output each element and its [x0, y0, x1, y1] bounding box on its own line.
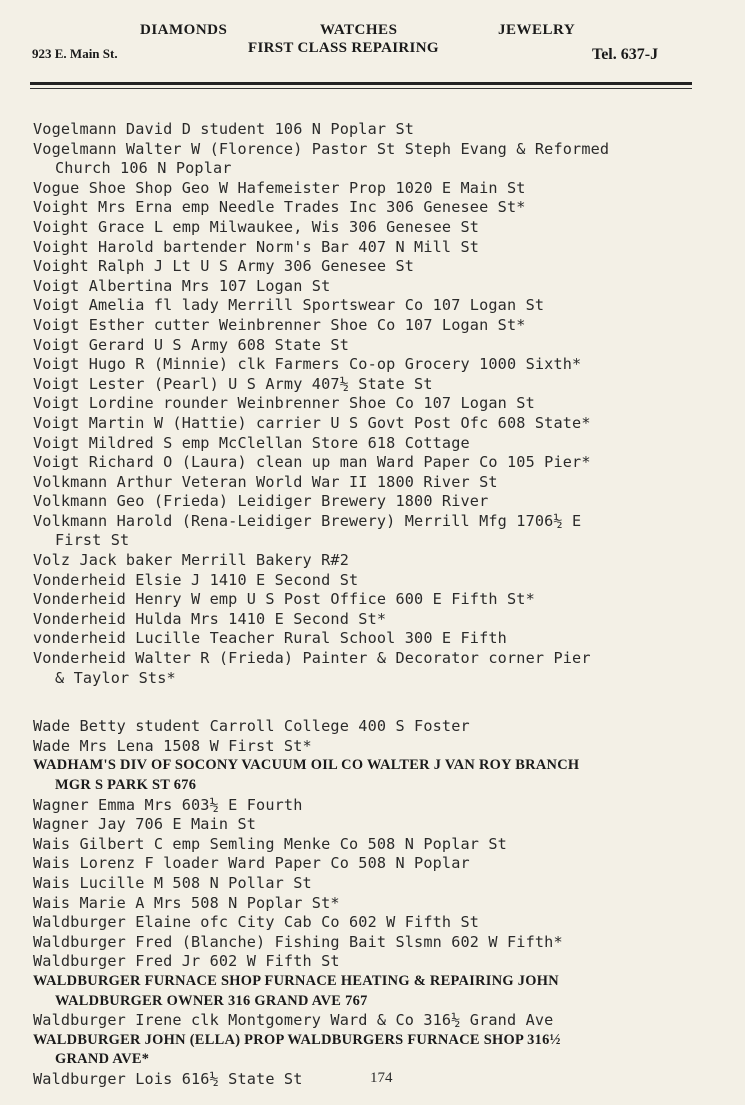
entry-text: Voigt Richard O (Laura) clean up man Ward Paper Co 105 Pier*	[33, 453, 591, 472]
entry-text: Vonderheid Walter R (Frieda) Painter & Decorator corner Pier	[33, 649, 591, 668]
directory-entry	[33, 198, 723, 218]
directory-entry	[33, 218, 723, 238]
directory-entry	[33, 874, 723, 894]
entry-text: Volz Jack baker Merrill Bakery R#2	[33, 551, 349, 570]
directory-entry	[33, 649, 723, 688]
directory-entry	[33, 894, 723, 914]
entry-text: Wais Lorenz F loader Ward Paper Co 508 N Poplar	[33, 854, 470, 873]
entry-text: Waldburger Irene clk Montgomery Ward & Co 316½ Grand Ave	[33, 1011, 554, 1030]
directory-entry	[33, 972, 723, 1011]
entry-text: WALDBURGER FURNACE SHOP FURNACE HEATING & REPAIRING JOHN	[33, 972, 559, 989]
directory-entry	[33, 1031, 723, 1070]
entry-text: Voight Ralph J Lt U S Army 306 Genesee St	[33, 257, 415, 276]
entry-text: Wais Lucille M 508 N Pollar St	[33, 873, 312, 892]
section-gap	[33, 688, 723, 717]
entry-continuation: & Taylor Sts*	[55, 668, 176, 687]
header-diamonds: DIAMONDS	[140, 22, 228, 38]
entry-text: Wade Betty student Carroll College 400 S Foster	[33, 717, 470, 736]
entry-text: Voigt Esther cutter Weinbrenner Shoe Co 107 Logan St*	[33, 315, 526, 334]
entry-text: Vogelmann David D student 106 N Poplar St	[33, 120, 415, 138]
header-watches: WATCHES	[320, 22, 398, 38]
directory-entry	[33, 414, 723, 434]
directory-entry	[33, 756, 723, 795]
directory-entry	[33, 815, 723, 835]
header-rule-thin	[30, 88, 692, 89]
entry-text: Volkmann Geo (Frieda) Leidiger Brewery 1800 River	[33, 492, 489, 511]
entry-text: Voigt Gerard U S Army 608 State St	[33, 335, 349, 354]
entry-text: Voigt Mildred S emp McClellan Store 618 Cottage	[33, 433, 470, 452]
directory-entry	[33, 238, 723, 258]
page-number: 174	[370, 1070, 393, 1086]
entry-text: Vonderheid Elsie J 1410 E Second St	[33, 570, 359, 589]
entry-text: Voigt Hugo R (Minnie) clk Farmers Co-op Grocery 1000 Sixth*	[33, 355, 582, 374]
directory-entry	[33, 796, 723, 816]
entry-text: Voigt Albertina Mrs 107 Logan St	[33, 276, 331, 295]
directory-entry	[33, 179, 723, 199]
directory-entry	[33, 492, 723, 512]
entry-continuation: First St	[55, 531, 130, 550]
entry-text: Voight Grace L emp Milwaukee, Wis 306 Genesee St	[33, 217, 480, 236]
entry-continuation: GRAND AVE*	[55, 1051, 150, 1068]
directory-entry	[33, 434, 723, 454]
directory-entry	[33, 629, 723, 649]
directory-entry	[33, 590, 723, 610]
entry-text: Wais Marie A Mrs 508 N Poplar St*	[33, 893, 340, 912]
entry-text: Volkmann Harold (Rena-Leidiger Brewery) Merrill Mfg 1706½ E	[33, 511, 582, 530]
entry-text: Wade Mrs Lena 1508 W First St*	[33, 736, 312, 755]
entry-text: Vonderheid Hulda Mrs 1410 E Second St*	[33, 609, 387, 628]
entry-text: Voigt Martin W (Hattie) carrier U S Govt Post Ofc 608 State*	[33, 413, 591, 432]
directory-entry	[33, 257, 723, 277]
entry-text: Waldburger Lois 616½ State St	[33, 1069, 303, 1088]
directory-entry	[33, 336, 723, 356]
directory-entry	[33, 453, 723, 473]
directory-entry	[33, 571, 723, 591]
header-telephone: Tel. 637-J	[592, 46, 659, 63]
directory-entry	[33, 913, 723, 933]
directory-entry	[33, 717, 723, 737]
entry-continuation: Church 106 N Poplar	[55, 159, 232, 178]
directory-entry	[33, 512, 723, 551]
header-jewelry: JEWELRY	[498, 22, 576, 38]
entry-text: Vogue Shoe Shop Geo W Hafemeister Prop 1020 E Main St	[33, 178, 526, 197]
directory-entry	[33, 140, 723, 179]
directory-entry	[33, 952, 723, 972]
entry-text: Voigt Amelia fl lady Merrill Sportswear Co 107 Logan St	[33, 296, 545, 315]
entry-text: WADHAM'S DIV OF SOCONY VACUUM OIL CO WALTER J VAN ROY BRANCH	[33, 757, 580, 774]
entry-text: vonderheid Lucille Teacher Rural School 300 E Fifth	[33, 629, 507, 648]
entry-text: Voight Mrs Erna emp Needle Trades Inc 306 Genesee St*	[33, 198, 526, 217]
directory-entry	[33, 394, 723, 414]
directory-entry	[33, 551, 723, 571]
header-address: 923 E. Main St.	[32, 46, 118, 61]
directory-entry	[33, 854, 723, 874]
entry-text: Wais Gilbert C emp Semling Menke Co 508 N Poplar St	[33, 834, 507, 853]
directory-entry	[33, 737, 723, 757]
entry-text: Waldburger Fred (Blanche) Fishing Bait Slsmn 602 W Fifth*	[33, 932, 563, 951]
directory-entry	[33, 316, 723, 336]
entry-text: Vonderheid Henry W emp U S Post Office 600 E Fifth St*	[33, 590, 535, 609]
directory-entry	[33, 120, 723, 140]
entry-text: Volkmann Arthur Veteran World War II 1800 River St	[33, 472, 498, 491]
header-rule	[30, 82, 692, 85]
header-repairing: FIRST CLASS REPAIRING	[248, 40, 439, 56]
directory-entry	[33, 296, 723, 316]
entry-text: Waldburger Elaine ofc City Cab Co 602 W Fifth St	[33, 913, 480, 932]
directory-entry	[33, 933, 723, 953]
directory-entry	[33, 277, 723, 297]
directory-entry	[33, 610, 723, 630]
directory-entry	[33, 835, 723, 855]
directory-listings	[33, 120, 723, 1090]
directory-entry	[33, 355, 723, 375]
entry-text: Voight Harold bartender Norm's Bar 407 N Mill St	[33, 237, 480, 256]
entry-text: Wagner Emma Mrs 603½ E Fourth	[33, 795, 303, 814]
entry-text: Vogelmann Walter W (Florence) Pastor St Steph Evang & Reformed	[33, 139, 610, 158]
entry-text: Voigt Lordine rounder Weinbrenner Shoe Co 107 Logan St	[33, 394, 535, 413]
entry-text: Wagner Jay 706 E Main St	[33, 815, 257, 834]
directory-entry	[33, 375, 723, 395]
page-header	[30, 18, 690, 80]
entry-text: Waldburger Fred Jr 602 W Fifth St	[33, 952, 340, 971]
entry-text: Voigt Lester (Pearl) U S Army 407½ State St	[33, 374, 433, 393]
directory-entry	[33, 473, 723, 493]
entry-continuation: MGR S PARK ST 676	[55, 777, 197, 793]
directory-entry	[33, 1011, 723, 1031]
entry-continuation: WALDBURGER OWNER 316 GRAND AVE 767	[55, 992, 368, 1009]
entry-text: WALDBURGER JOHN (ELLA) PROP WALDBURGERS FURNACE SHOP 316½	[33, 1031, 561, 1048]
